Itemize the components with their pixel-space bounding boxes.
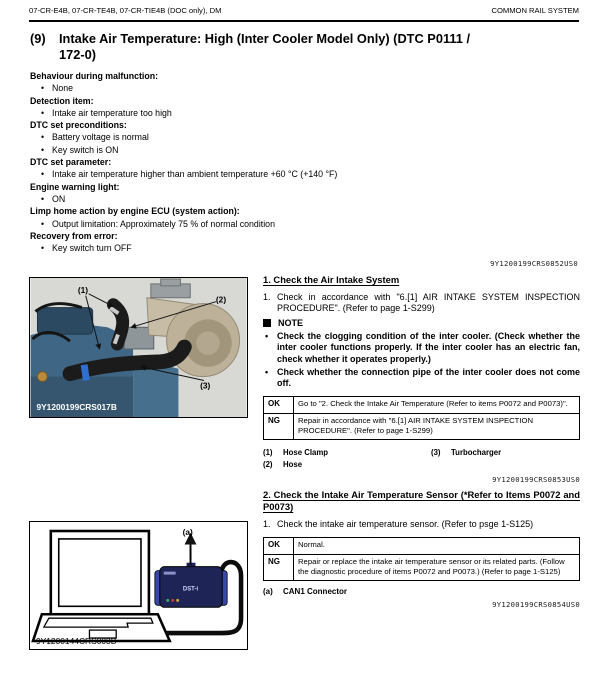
figure1-callout-1: (1) [77, 284, 89, 295]
result-ng: NG [264, 554, 294, 581]
spec-label: Recovery from error: [30, 230, 118, 241]
step2-heading: 2. Check the Intake Air Temperature Sensor (*Refer to Items P0072 and P0073) [263, 489, 580, 513]
result-ok: OK [264, 538, 294, 554]
spec-label: Detection item: [30, 95, 94, 106]
engine-intake-illustration [30, 278, 247, 417]
result-ng-action: Repair in accordance with "6.[1] AIR INTAKE SYSTEM INSPECTION PROCEDURE". (Refer to page 1-S299) [294, 413, 580, 440]
doc-ref-code-3: 9Y1200199CRS0854US0 [492, 600, 580, 610]
result-ng-action: Repair or replace the intake air temperature sensor or its related parts. (Follow the diagnostic procedure of items P0072 and P0073.) (Refer to page 1-S125) [294, 554, 580, 581]
table-row [264, 413, 580, 440]
doc-ref-code-1: 9Y1200199CRS0852US0 [490, 259, 578, 268]
table-row [264, 554, 580, 581]
spec-item: • Key switch turn OFF [30, 242, 578, 254]
legend-item: (1) Hose Clamp [263, 448, 329, 458]
spec-item: • None [30, 82, 578, 94]
spec-label: Limp home action by engine ECU (system action): [30, 206, 240, 217]
figure1-legend [263, 447, 580, 471]
spec-label: Behaviour during malfunction: [30, 71, 159, 81]
figure1-photo-code: 9Y1200199CRS017B [36, 402, 117, 413]
note-heading: NOTE [263, 318, 580, 328]
title-number: (9) [30, 31, 46, 46]
figure2-legend: (a) CAN1 Connector [263, 587, 348, 597]
figure2-photo-code: 9Y1200144CRS003B [35, 635, 117, 646]
table-row [264, 538, 580, 554]
dtc-spec-list [30, 70, 578, 254]
header-model-codes: 07-CR-E4B, 07-CR-TE4B, 07-CR-TIE4B (DOC only), DM [29, 6, 222, 15]
note-bullet: • Check whether the connection pipe of the inter cooler does not come off. [265, 366, 580, 389]
figure-engine-intake [29, 277, 248, 418]
step2-result-table [263, 537, 580, 581]
figure2-callout-a: (a) [182, 526, 193, 537]
procedure-column [263, 274, 580, 614]
spec-item: • Key switch is ON [30, 144, 578, 156]
spec-item: • Output limitation: Approximately 75 % of normal condition [30, 218, 578, 230]
doc-ref-code-2: 9Y1200199CRS0853US0 [492, 475, 580, 485]
table-row [264, 397, 580, 413]
figure-diagnosis-tool [29, 521, 248, 650]
title-text: Intake Air Temperature: High (Inter Cooler Model Only) (DTC P0111 / 172-0) [59, 31, 470, 62]
note-bullet: • Check the clogging condition of the inter cooler. (Check whether the inter cooler functions properly. If the inter cooler has an electric fan, check whether it operates properly.) [265, 331, 580, 364]
step2-item1: 1. Check the intake air temperature sensor. (Refer to psge 1-S125) [263, 519, 534, 530]
spec-item: • Battery voltage is normal [30, 131, 578, 143]
spec-item: • ON [30, 193, 578, 205]
spec-label: Engine warning light: [30, 181, 120, 192]
result-ok-action: Normal. [294, 538, 580, 554]
spec-item: • Intake air temperature too high [30, 107, 578, 119]
legend-item: (3) Turbocharger [431, 448, 502, 458]
figure1-callout-3: (3) [200, 380, 211, 391]
step1-result-table [263, 396, 580, 440]
step1-item1: 1. Check in accordance with "6.[1] AIR INTAKE SYSTEM INSPECTION PROCEDURE". (Refer to page 1-S299) [263, 292, 580, 313]
result-ok: OK [264, 397, 294, 413]
diagnosis-tool-illustration [30, 522, 247, 649]
figure1-callout-2: (2) [215, 294, 227, 305]
page-header [29, 6, 579, 22]
note-square-icon [263, 319, 271, 327]
device-label: DST-i [182, 586, 199, 593]
spec-label: DTC set parameter: [30, 157, 112, 168]
spec-item: • Intake air temperature higher than ambient temperature +60 °C (+140 °F) [30, 168, 578, 180]
result-ok-action: Go to "2. Check the Intake Air Temperature (Refer to items P0072 and P0073)". [294, 397, 580, 413]
page-title [30, 31, 586, 63]
header-section-title: COMMON RAIL SYSTEM [491, 6, 579, 15]
result-ng: NG [264, 413, 294, 440]
step1-heading: 1. Check the Air Intake System [263, 274, 400, 285]
legend-item: (2) Hose [263, 460, 303, 470]
spec-label: DTC set preconditions: [30, 120, 127, 131]
